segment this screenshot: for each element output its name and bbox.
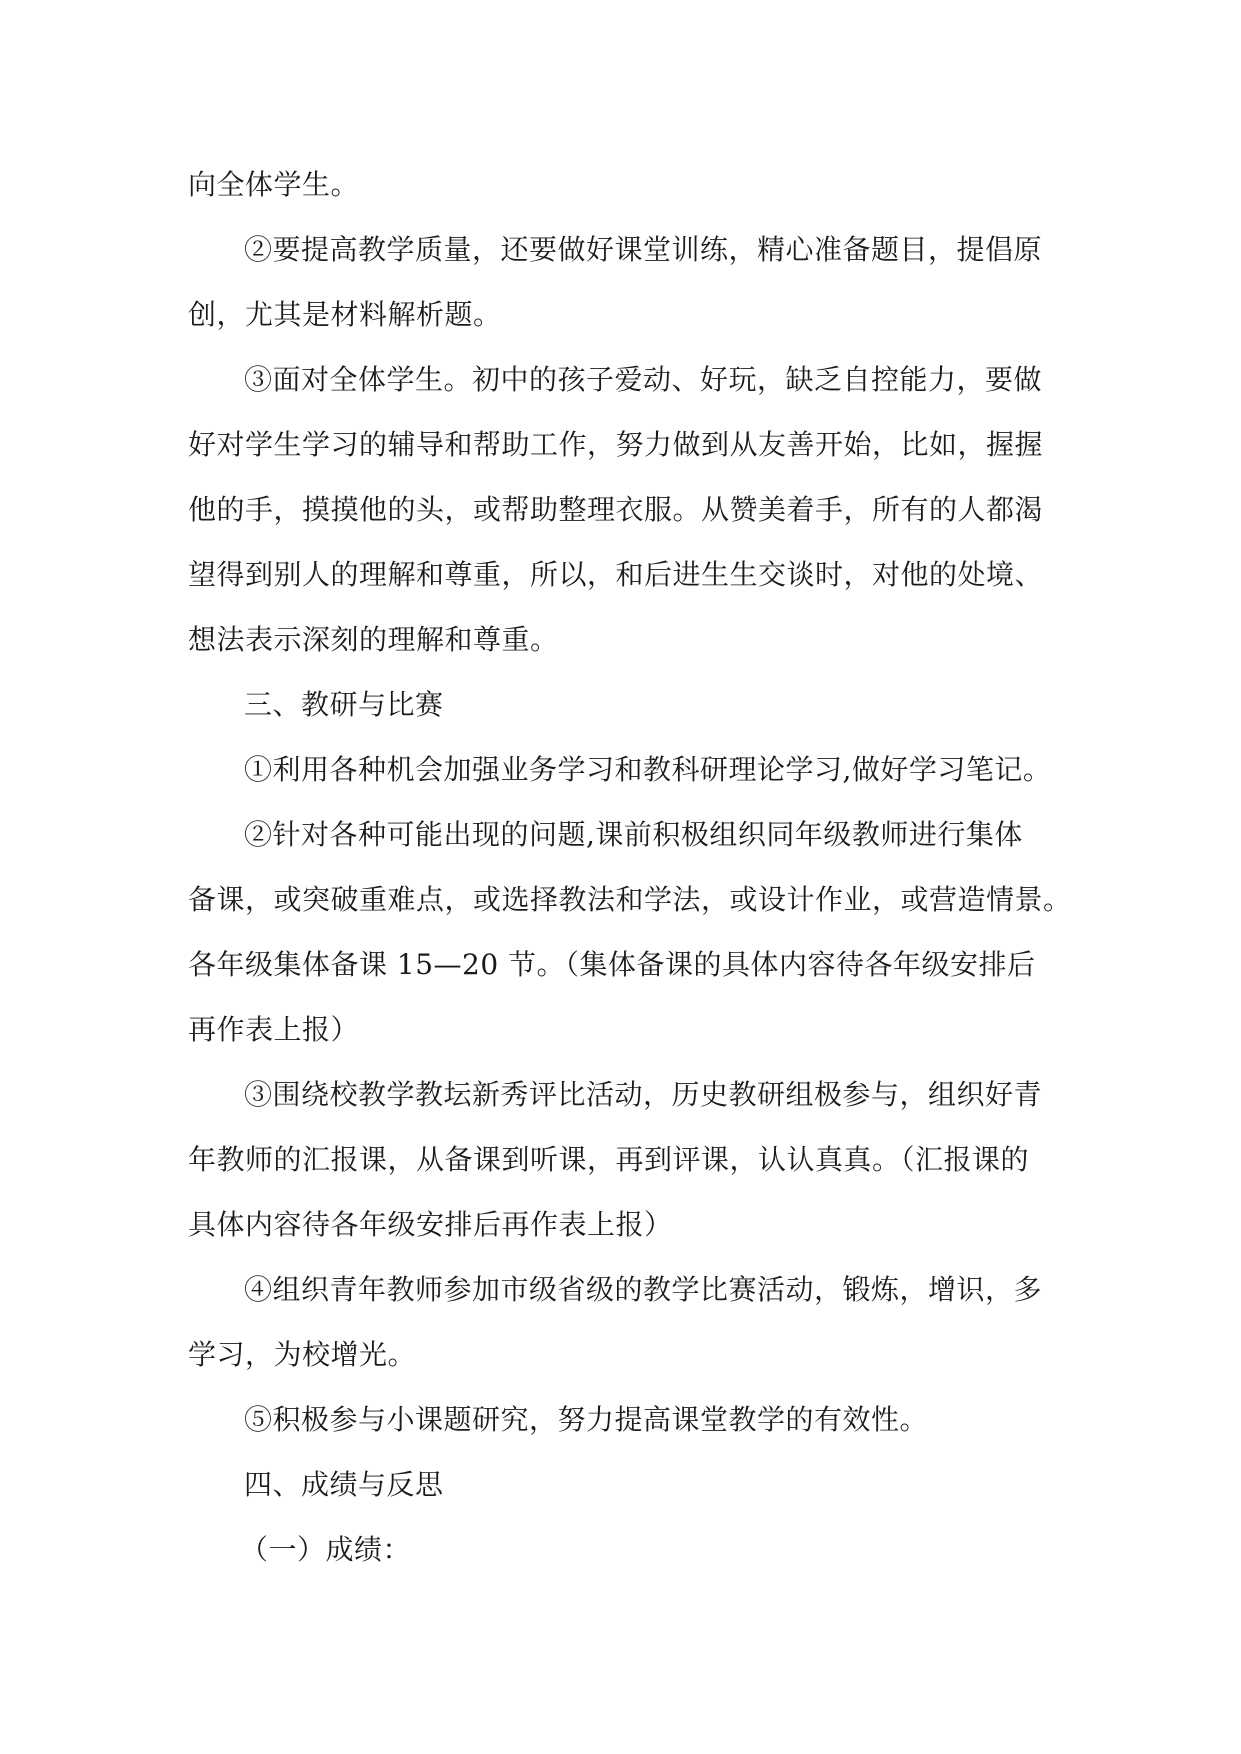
text-line: 好对学生学习的辅导和帮助工作，努力做到从友善开始，比如，握握 — [188, 428, 1044, 461]
paragraph-start-line: ③围绕校教学教坛新秀评比活动，历史教研组极参与，组织好青 — [244, 1078, 1043, 1111]
text-line: 想法表示深刻的理解和尊重。 — [188, 623, 559, 656]
text-line: 各年级集体备课 15—20 节。（集体备课的具体内容待各年级安排后 — [188, 948, 1036, 981]
text-line: 望得到别人的理解和尊重，所以，和后进生生交谈时，对他的处境、 — [188, 558, 1044, 591]
paragraph-start-line: ⑤积极参与小课题研究，努力提高课堂教学的有效性。 — [244, 1403, 929, 1436]
paragraph-start-line: ④组织青年教师参加市级省级的教学比赛活动，锻炼，增识，多 — [244, 1273, 1043, 1306]
paragraph-start-line: ①利用各种机会加强业务学习和教科研理论学习,做好学习笔记。 — [244, 753, 1052, 786]
subsection-heading: （一）成绩： — [240, 1533, 412, 1566]
text-line: 学习，为校增光。 — [188, 1338, 417, 1371]
text-line: 向全体学生。 — [188, 168, 360, 201]
text-line: 创，尤其是材料解析题。 — [188, 298, 502, 331]
text-line: 具体内容待各年级安排后再作表上报） — [188, 1208, 673, 1241]
document-body — [188, 152, 1072, 1582]
section-heading: 四、成绩与反思 — [244, 1468, 444, 1501]
text-line: 他的手，摸摸他的头，或帮助整理衣服。从赞美着手，所有的人都渴 — [188, 493, 1044, 526]
text-line: 备课，或突破重难点，或选择教法和学法，或设计作业，或营造情景。 — [188, 883, 1072, 916]
paragraph-start-line: ②要提高教学质量，还要做好课堂训练，精心准备题目，提倡原 — [244, 233, 1043, 266]
section-heading: 三、教研与比赛 — [244, 688, 444, 721]
paragraph-start-line: ②针对各种可能出现的问题,课前积极组织同年级教师进行集体 — [244, 818, 1023, 851]
paragraph-start-line: ③面对全体学生。初中的孩子爱动、好玩，缺乏自控能力，要做 — [244, 363, 1043, 396]
text-line: 再作表上报） — [188, 1013, 360, 1046]
text-line: 年教师的汇报课，从备课到听课，再到评课，认认真真。（汇报课的 — [188, 1143, 1030, 1176]
